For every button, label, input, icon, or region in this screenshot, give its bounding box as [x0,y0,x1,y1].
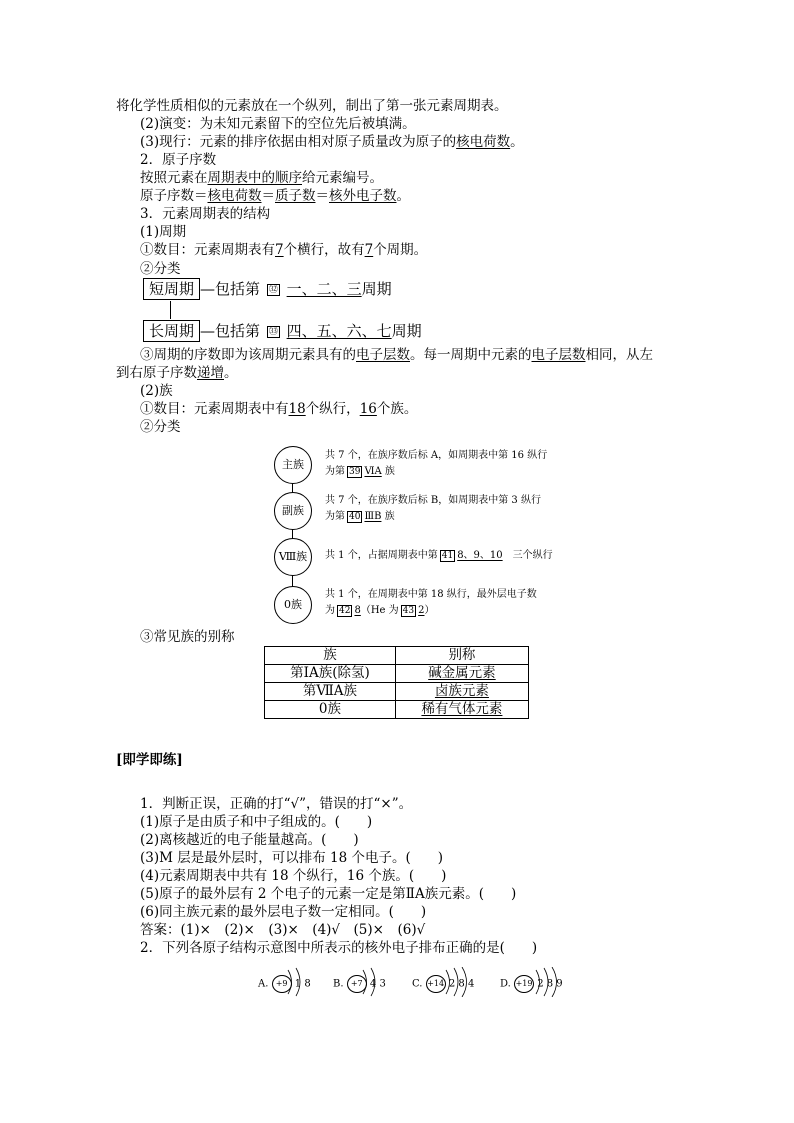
answer-blank: 碱金属元素 [428,665,496,681]
question-1-answer: 答案：(1)× (2)× (3)× (4)√ (5)× (6)√ [140,922,426,938]
blank-number: ㉜ [268,285,278,295]
table-cell: 0族 [265,701,396,719]
viii-group-desc [325,548,553,563]
text: 族 [384,466,395,477]
answer-blank: 8 [354,605,361,616]
question-1: 1．判断正误，正确的打“√”，错误的打“×”。 [140,796,413,812]
main-group-desc-1: 共 7 个，在族序数后标 A，如周期表中第 16 纵行 [325,450,548,461]
atom-nucleus-icon: +19 [514,975,534,993]
question-1-item-2: (2)离核越近的电子能量越高。( ) [140,832,359,848]
text: (3)现行：元素的排序依据由相对原子质量改为原子的 [140,134,457,150]
main-group-circle: 主族 [274,446,312,484]
group-classification-label: ②分类 [140,419,181,435]
blank-number: 41 [441,550,454,561]
sec2-line-1 [140,169,383,187]
electron-shells: 2 8 4 [448,978,475,990]
answer-blank: 核电荷数 [456,134,511,150]
viii-group-circle: Ⅷ族 [274,538,312,576]
text: 。 [224,365,238,381]
group-count-line [140,400,417,418]
option-c [412,975,474,993]
zero-group-desc-1: 共 1 个，在周期表中第 18 纵行，最外层电子数 [325,589,537,600]
table-row [265,701,529,719]
period-classification-label: ②分类 [140,261,181,277]
period-connector-line [170,301,171,319]
blank-number: 39 [349,466,361,477]
text: 给元素编号。 [302,170,383,186]
aliases-title: ③常见族的别称 [140,629,235,645]
shell-arcs-icon [532,967,562,997]
text: 为第 [325,466,345,477]
text: 为 [325,605,335,616]
text: 到右原子序数 [116,365,197,381]
text: 。每一周期中元素的 [410,347,532,363]
answer-blank: 2 [418,605,425,616]
text: —包括第 [200,322,261,340]
text: 个横行，故有 [283,242,365,258]
answer-blank: 四、五、六、七 [286,322,392,340]
subsection-period: (1)周期 [140,224,187,240]
intro-line-3 [140,133,524,151]
table-cell [395,683,528,701]
text: ＝ [315,188,329,204]
text: 三个纵行 [512,550,553,561]
electron-shells: 2 8 9 [537,978,563,990]
practice-heading: [即学即练] [116,752,183,768]
period-ordinal-line [140,346,653,364]
question-1-item-1: (1)原子是由质子和中子组成的。( ) [140,814,373,830]
answer-blank: 7 [364,242,374,258]
table-cell: 第ⅦA族 [265,683,396,701]
table-header-row [265,647,529,665]
option-d [500,975,563,993]
answer-blank: 稀有气体元素 [421,701,503,717]
intro-line-2: (2)演变：为未知元素留下的空位先后被填满。 [140,116,416,132]
blank-number: ㉝ [268,327,278,337]
question-1-item-3: (3)M 层是最外层时，可以排布 18 个电子。( ) [140,850,444,866]
answer-blank: 7 [275,242,284,258]
text: 按照元素在 [140,170,208,186]
blank-number: 43 [402,605,415,616]
text: 为第 [325,511,345,522]
long-period-row [143,320,422,342]
text: ①数目：元素周期表中有 [140,401,289,417]
table-row [265,683,529,701]
answer-blank: 一、二、三 [286,280,362,298]
short-period-box: 短周期 [143,278,200,300]
text: 原子序数＝ [140,188,208,204]
text: 个纵行， [305,401,360,417]
atom-nucleus-icon: +14 [426,975,446,993]
answer-blank: 核电荷数 [207,188,262,204]
table-header-cell: 族 [265,647,396,665]
intro-line-1: 将化学性质相似的元素放在一个纵列，制出了第一张元素周期表。 [116,98,508,114]
question-2: 2．下列各原子结构示意图中所表示的核外电子排布正确的是( ) [140,940,538,956]
text: ③周期的序数即为该周期元素具有的 [140,347,356,363]
text: ＝ [261,188,275,204]
answer-blank: 质子数 [275,188,316,204]
answer-blank: 16 [359,401,377,417]
option-a [258,975,311,993]
table-cell [395,701,528,719]
option-letter: D. [500,978,511,990]
answer-blank: 递增 [197,365,224,381]
answer-blank: 电子层数 [356,347,410,363]
sub-group-desc-1: 共 7 个，在族序数后标 B，如周期表中第 3 纵行 [325,495,541,506]
shell-arcs-icon [442,967,475,997]
aliases-table [264,646,529,719]
electron-shells: 4 3 [369,978,386,990]
table-row [265,665,529,683]
text: ①数目：元素周期表有 [140,242,275,258]
question-1-item-6: (6)同主族元素的最外层电子数一定相同。( ) [140,904,427,920]
blank-number: 40 [349,511,361,522]
answer-blank: ⅢB [364,511,382,522]
text: 。 [510,134,524,150]
answer-blank: 18 [288,401,306,417]
sub-group-desc-2 [325,509,395,524]
zero-group-desc-2 [325,603,434,618]
short-period-row [143,278,392,300]
sec2-line-2 [140,187,410,205]
table-header-cell: 别称 [395,647,528,665]
text: （He 为 [360,605,399,616]
text: 个周期。 [373,242,428,258]
answer-blank: 周期表中的顺序 [207,170,302,186]
subsection-group: (2)族 [140,383,173,399]
answer-blank: 核外电子数 [329,188,397,204]
zero-group-circle: 0族 [274,586,312,624]
answer-blank: ⅥA [364,466,382,477]
atom-nucleus-icon: +7 [347,975,367,993]
shell-arcs-icon [284,967,304,997]
section-title-structure: 3．元素周期表的结构 [140,206,271,222]
question-1-item-4: (4)元素周期表中共有 18 个纵行，16 个族。( ) [140,868,447,884]
table-cell [395,665,528,683]
text: —包括第 [200,280,261,298]
text: 个族。 [376,401,418,417]
text: 周期 [361,280,392,298]
text: 族 [384,511,395,522]
option-letter: B. [333,978,344,990]
text: 共 1 个，占据周期表中第 [325,550,438,561]
table-cell: 第ⅠA族(除氢) [265,665,396,683]
question-1-item-5: (5)原子的最外层有 2 个电子的元素一定是第ⅡA族元素。( ) [140,886,517,902]
main-group-desc-2 [325,464,395,479]
text: 周期 [391,322,422,340]
period-count-line [140,241,427,259]
option-letter: A. [258,978,269,990]
option-letter: C. [412,978,423,990]
electron-shells: 1 8 [294,978,311,990]
text: 。 [396,188,410,204]
blank-number: 42 [339,605,351,616]
long-period-box: 长周期 [143,320,200,342]
text: 相同，从左 [585,347,653,363]
period-ordinal-line-2 [116,364,238,382]
answer-blank: 电子层数 [531,347,586,363]
option-b [333,975,386,993]
answer-blank: 8、9、10 [457,550,503,561]
text: ） [424,605,435,616]
answer-blank: 卤族元素 [434,683,489,699]
atom-nucleus-icon: +9 [272,975,292,993]
shell-arcs-icon [359,967,379,997]
section-title-atomic-number: 2．原子序数 [140,152,217,168]
sub-group-circle: 副族 [274,492,312,530]
